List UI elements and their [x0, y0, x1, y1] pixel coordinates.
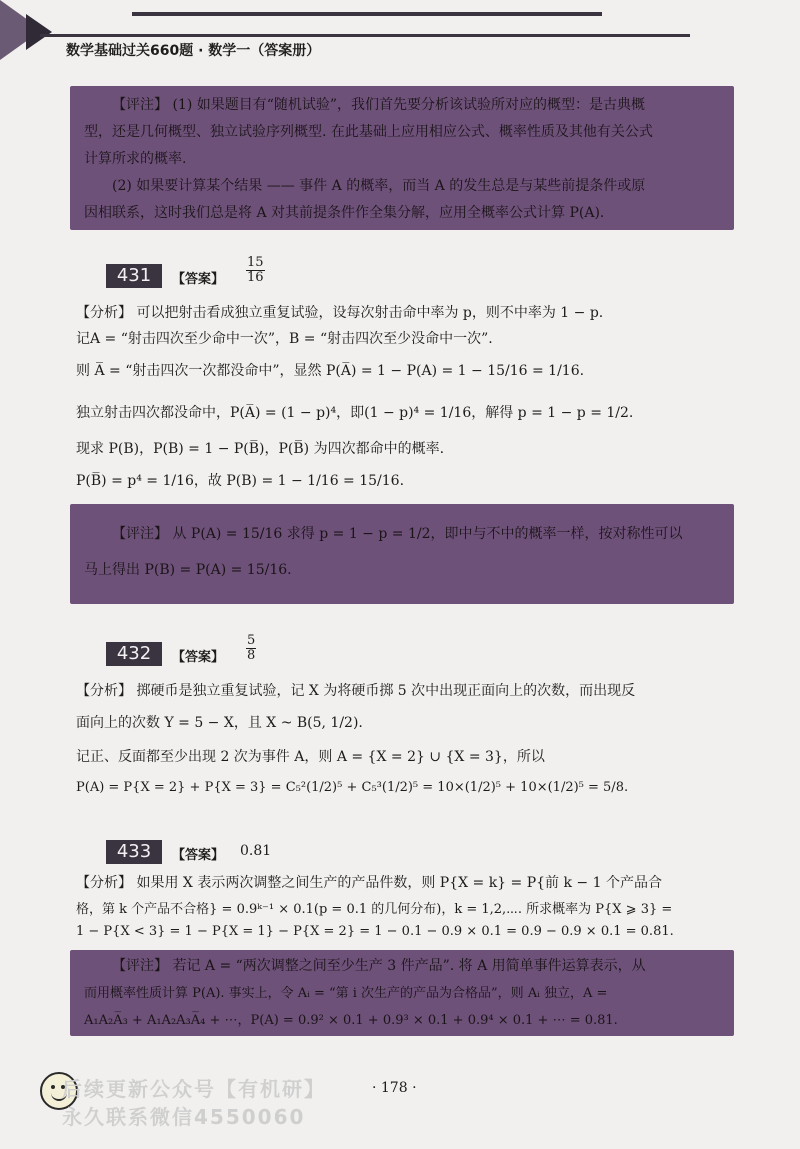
answer-label: 【答案】	[172, 272, 225, 287]
answer-value	[244, 256, 267, 285]
answer-denominator: 16	[247, 270, 264, 285]
answer-label: 【答案】	[172, 650, 225, 665]
header-rule-bottom	[40, 34, 690, 37]
answer-label: 【答案】	[172, 848, 225, 863]
analysis-line: 【分析】 可以把射击看成独立重复试验，设每次射击命中率为 p，则不中率为 1 − p.	[76, 305, 604, 321]
watermark-line: 后续更新公众号【有机研】	[62, 1077, 326, 1101]
note3-line: 【评注】 若记 A = “两次调整之间至少生产 3 件产品”. 将 A 用简单事件运算表示，从	[112, 958, 646, 974]
note1-line: 计算所求的概率.	[84, 151, 187, 167]
analysis-line: 则 A̅ = “射击四次一次都没命中”，显然 P(A̅) = 1 − P(A) = 1 − 15/16 = 1/16.	[76, 363, 585, 379]
header-title: 数学基础过关660题 · 数学一（答案册）	[66, 43, 321, 59]
note2-line: 【评注】 从 P(A) = 15/16 求得 p = 1 − p = 1/2，即中与不中的概率一样，按对称性可以	[112, 526, 683, 542]
note-box-3	[70, 950, 734, 1036]
question-number: 431	[106, 264, 162, 288]
note2-line: 马上得出 P(B) = P(A) = 15/16.	[84, 562, 292, 578]
note1-line: 【评注】 (1) 如果题目有“随机试验”，我们首先要分析该试验所对应的概型：是古典概	[112, 97, 646, 113]
answer-numerator: 15	[247, 255, 264, 270]
note1-line: 因相联系，这时我们总是将 A 对其前提条件作全集分解，应用全概率公式计算 P(A).	[84, 205, 605, 221]
analysis-line: P(B̅) = p⁴ = 1/16，故 P(B) = 1 − 1/16 = 15/16.	[76, 473, 405, 489]
note3-line: 而用概率性质计算 P(A). 事实上，令 Aᵢ = “第 i 次生产的产品为合格品”，则 Aᵢ 独立，A =	[84, 986, 608, 1001]
note1-line: 型，还是几何概型、独立试验序列概型. 在此基础上应用相应公式、概率性质及其他有关公式	[84, 124, 653, 140]
analysis-line: 格，第 k 个产品不合格} = 0.9ᵏ⁻¹ × 0.1(p = 0.1 的几何分布)，k = 1,2,⋯. 所求概率为 P{X ⩾ 3} =	[76, 902, 673, 917]
analysis-line: 面向上的次数 Y = 5 − X，且 X ~ B(5, 1/2).	[76, 715, 363, 731]
note3-line: A₁A₂A̅₃ + A₁A₂A₃A̅₄ + ⋯，P(A) = 0.9² × 0.1 + 0.9³ × 0.1 + 0.9⁴ × 0.1 + ⋯ = 0.81.	[84, 1013, 618, 1028]
answer-numerator: 5	[247, 633, 256, 648]
analysis-line: 【分析】 如果用 X 表示两次调整之间生产的产品件数，则 P{X = k} = P{前 k − 1 个产品合	[76, 875, 662, 891]
watermark-line: 永久联系微信4550060	[62, 1105, 306, 1129]
answer-value: 0.81	[240, 843, 272, 859]
answer-value	[244, 634, 258, 663]
header-triangle-inner	[26, 14, 52, 50]
analysis-line: 独立射击四次都没命中，P(A̅) = (1 − p)⁴，即(1 − p)⁴ = 1/16，解得 p = 1 − p = 1/2.	[76, 405, 634, 421]
note-box-1	[70, 86, 734, 230]
analysis-line: 1 − P{X < 3} = 1 − P{X = 1} − P{X = 2} = 1 − 0.1 − 0.9 × 0.1 = 0.9 − 0.9 × 0.1 = 0.81.	[76, 924, 674, 939]
analysis-line: 【分析】 掷硬币是独立重复试验，记 X 为将硬币掷 5 次中出现正面向上的次数，而出现反	[76, 683, 636, 699]
question-number: 432	[106, 642, 162, 666]
page-number: · 178 ·	[372, 1080, 417, 1096]
analysis-line: 记正、反面都至少出现 2 次为事件 A，则 A = {X = 2} ∪ {X = 3}，所以	[76, 749, 545, 765]
analysis-line: P(A) = P{X = 2} + P{X = 3} = C₅²(1/2)⁵ + C₅³(1/2)⁵ = 10×(1/2)⁵ + 10×(1/2)⁵ = 5/8.	[76, 780, 629, 795]
answer-denominator: 8	[247, 648, 256, 663]
note-box-2	[70, 504, 734, 604]
note1-line: (2) 如果要计算某个结果 —— 事件 A 的概率，而当 A 的发生总是与某些前提条件或原	[112, 178, 646, 194]
analysis-line: 记A = “射击四次至少命中一次”，B = “射击四次至少没命中一次”.	[76, 331, 493, 347]
header-rule-top	[132, 12, 602, 16]
analysis-line: 现求 P(B)，P(B) = 1 − P(B̅)，P(B̅) 为四次都命中的概率.	[76, 441, 445, 457]
question-number: 433	[106, 840, 162, 864]
